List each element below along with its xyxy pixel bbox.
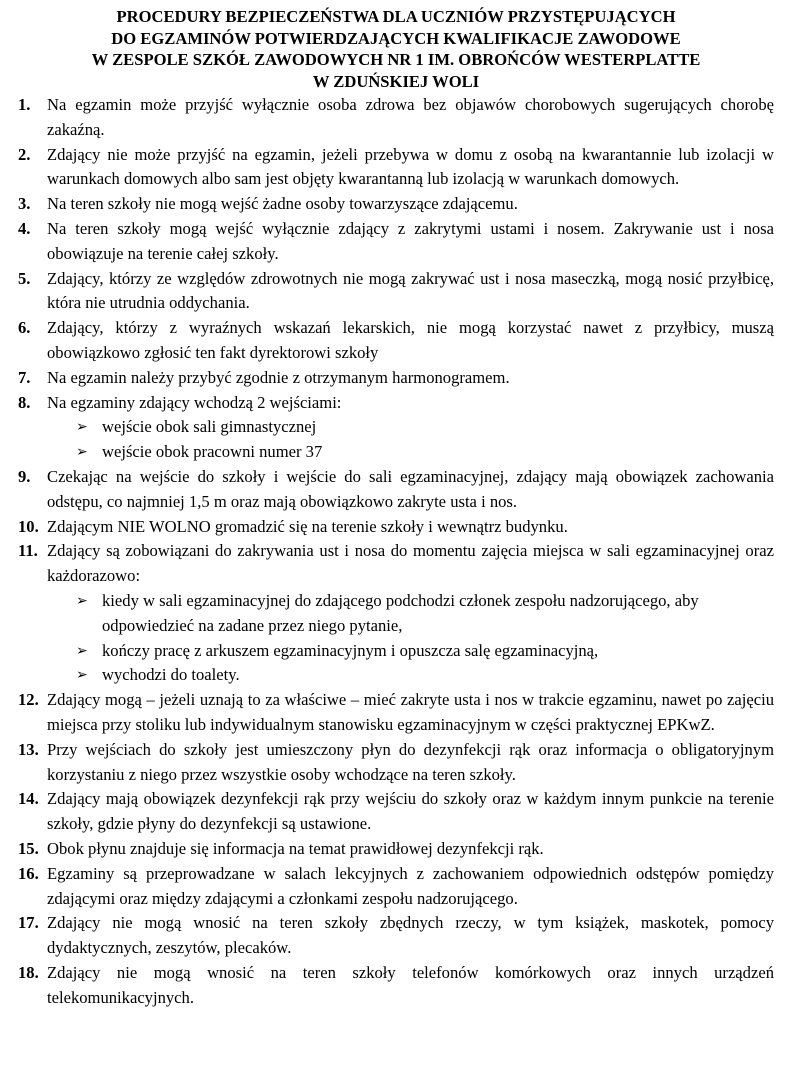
item-body <box>47 143 774 193</box>
document-title <box>18 6 774 92</box>
item-body <box>47 316 774 366</box>
item-body <box>47 738 774 788</box>
item-number: 6. <box>18 318 31 338</box>
arrow-bullet-icon: ➢ <box>76 419 88 436</box>
arrow-bullet-icon: ➢ <box>76 592 88 609</box>
item-number: 4. <box>18 218 31 238</box>
item-body <box>47 465 774 515</box>
bullet-text: kiedy w sali egzaminacyjnej do zdającego podchodzi członek zespołu nadzorującego, aby odpowiedzieć na zadane przez niego pytanie, <box>102 590 699 635</box>
item-number: 2. <box>18 144 31 164</box>
item-number: 7. <box>18 367 31 387</box>
item-text: Egzaminy są przeprowadzane w salach lekcyjnych z zachowaniem odpowiednich odstępów pomiędzy zdającymi oraz między zdającymi a członkami zespołu nadzorującego. <box>47 863 774 908</box>
bullet-text: kończy pracę z arkuszem egzaminacyjnym i opuszcza salę egzaminacyjną, <box>102 640 599 660</box>
list-item <box>18 217 774 267</box>
list-item <box>18 267 774 317</box>
procedure-list <box>18 93 774 1010</box>
bullet-text: wejście obok sali gimnastycznej <box>102 417 317 437</box>
list-item <box>18 738 774 788</box>
item-number: 3. <box>18 194 31 214</box>
item-number: 9. <box>18 466 31 486</box>
item-text: Zdający są zobowiązani do zakrywania ust i nosa do momentu zajęcia miejsca w sali egzaminacyjnej oraz każdorazowo: <box>47 541 774 586</box>
list-item <box>18 961 774 1011</box>
item-number: 13. <box>18 739 39 759</box>
item-body <box>47 688 774 738</box>
item-text: Na teren szkoły nie mogą wejść żadne osoby towarzyszące zdającemu. <box>47 194 518 214</box>
bullet-text: wejście obok pracowni numer 37 <box>102 442 323 462</box>
list-item <box>18 837 774 862</box>
item-text: Zdający, którzy z wyraźnych wskazań lekarskich, nie mogą korzystać nawet z przyłbicy, muszą obowiązkowo zgłosić ten fakt dyrektorowi szkoły <box>47 318 774 362</box>
bullet-item <box>76 589 774 639</box>
list-item <box>18 911 774 961</box>
list-item <box>18 688 774 738</box>
item-text: Na teren szkoły mogą wejść wyłącznie zdający z zakrytymi ustami i nosem. Zakrywanie ust i nosa obowiązuje na terenie całej szkoły. <box>47 218 774 263</box>
item-text: Na egzamin należy przybyć zgodnie z otrzymanym harmonogramem. <box>47 367 510 387</box>
item-text: Zdający nie mogą wnosić na teren szkoły zbędnych rzeczy, w tym książek, maskotek, pomocy dydaktycznych, zeszytów, plecaków. <box>47 913 774 958</box>
item-text: Zdający nie może przyjść na egzamin, jeżeli przebywa w domu z osobą na kwarantannie lub izolacji w warunkach domowych albo sam jest objęty kwarantanną lub izolacją w warunkach domowych. <box>47 144 774 189</box>
bullet-item <box>76 639 774 664</box>
item-text: Na egzamin może przyjść wyłącznie osoba zdrowa bez objawów chorobowych sugerujących chorobę zakaźną. <box>47 95 774 139</box>
item-number: 1. <box>18 95 31 114</box>
item-text: Przy wejściach do szkoły jest umieszczony płyn do dezynfekcji rąk oraz informacja o obligatoryjnym korzystaniu z niego przez wszystkie osoby wchodzące na teren szkoły. <box>47 739 774 784</box>
list-item <box>18 391 774 465</box>
item-body <box>47 837 774 862</box>
item-text: Zdający, którzy ze względów zdrowotnych nie mogą zakrywać ust i nosa maseczką, mogą nosić przyłbicę, która nie utrudnia oddychania. <box>47 268 774 313</box>
item-text: Zdający nie mogą wnosić na teren szkoły telefonów komórkowych oraz innych urządzeń telekomunikacyjnych. <box>47 962 774 1007</box>
item-number: 17. <box>18 913 39 933</box>
item-number: 14. <box>18 789 39 809</box>
bullet-item <box>76 663 774 688</box>
item-number: 10. <box>18 516 39 536</box>
list-item <box>18 143 774 193</box>
item-body <box>47 961 774 1011</box>
bullet-text: wychodzi do toalety. <box>102 665 240 685</box>
bullet-item <box>76 415 774 440</box>
item-number: 5. <box>18 268 31 288</box>
bullet-item <box>76 440 774 465</box>
arrow-bullet-icon: ➢ <box>76 444 88 461</box>
item-body <box>47 787 774 837</box>
list-item <box>18 192 774 217</box>
item-text: Czekając na wejście do szkoły i wejście do sali egzaminacyjnej, zdający mają obowiązek zachowania odstępu, co najmniej 1,5 m oraz mają obowiązkowo zakryte usta i nos. <box>47 466 774 511</box>
list-item <box>18 316 774 366</box>
bullet-list <box>47 415 774 465</box>
item-number: 15. <box>18 838 39 858</box>
item-body <box>47 217 774 267</box>
item-body <box>47 911 774 961</box>
item-body <box>47 391 774 465</box>
title-line-1: PROCEDURY BEZPIECZEŃSTWA DLA UCZNIÓW PRZYSTĘPUJĄCYCH <box>116 7 676 26</box>
item-number: 11. <box>18 541 38 561</box>
arrow-bullet-icon: ➢ <box>76 642 88 659</box>
list-item <box>18 366 774 391</box>
list-item <box>18 465 774 515</box>
item-body <box>47 539 774 688</box>
list-item <box>18 862 774 912</box>
item-number: 16. <box>18 863 39 883</box>
bullet-list <box>47 589 774 688</box>
list-item <box>18 539 774 688</box>
item-number: 8. <box>18 392 31 412</box>
item-text: Zdający mogą – jeżeli uznają to za właściwe – mieć zakryte usta i nos w trakcie egzaminu, nawet po zajęciu miejsca przy stoliku lub indywidualnym stanowisku egzaminacyjnym w części praktycznej EPKwZ. <box>47 690 774 734</box>
title-line-2: DO EGZAMINÓW POTWIERDZAJĄCYCH KWALIFIKACJE ZAWODOWE <box>111 28 681 48</box>
list-item <box>18 93 774 143</box>
arrow-bullet-icon: ➢ <box>76 667 88 684</box>
item-number: 12. <box>18 690 39 710</box>
item-number: 18. <box>18 962 39 982</box>
list-item <box>18 787 774 837</box>
item-text: Na egzaminy zdający wchodzą 2 wejściami: <box>47 392 342 412</box>
item-body <box>47 515 774 540</box>
item-body <box>47 366 774 391</box>
item-body <box>47 267 774 317</box>
list-item <box>18 515 774 540</box>
item-text: Zdającym NIE WOLNO gromadzić się na terenie szkoły i wewnątrz budynku. <box>47 516 568 536</box>
item-body <box>47 862 774 912</box>
title-line-4: W ZDUŃSKIEJ WOLI <box>312 71 480 91</box>
item-body <box>47 192 774 217</box>
item-body <box>47 93 774 143</box>
item-text: Obok płynu znajduje się informacja na temat prawidłowej dezynfekcji rąk. <box>47 838 544 858</box>
item-text: Zdający mają obowiązek dezynfekcji rąk przy wejściu do szkoły oraz w każdym innym punkcie na terenie szkoły, gdzie płyny do dezynfekcji są ustawione. <box>47 789 774 834</box>
title-line-3: W ZESPOLE SZKÓŁ ZAWODOWYCH NR 1 IM. OBROŃCÓW WESTERPLATTE <box>91 50 701 69</box>
